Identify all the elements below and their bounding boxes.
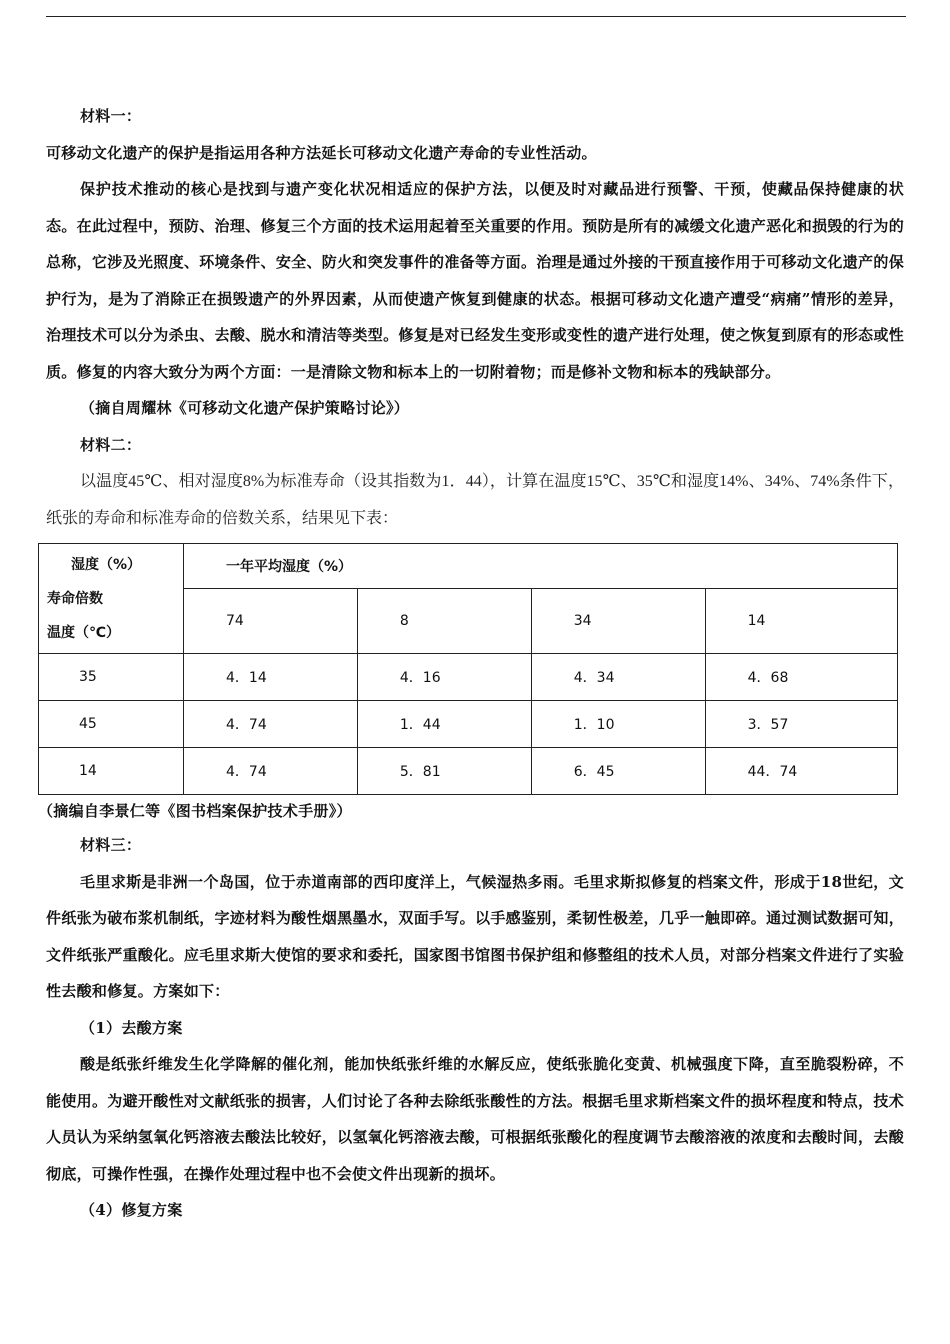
material1-title: 材料一： xyxy=(80,107,142,125)
table-row xyxy=(39,701,898,748)
table-cell: 4．68 xyxy=(705,654,897,701)
table-cell: 3．57 xyxy=(705,701,897,748)
table-cell: 4．16 xyxy=(357,654,531,701)
table-cell: 44．74 xyxy=(705,748,897,795)
table-row-header: 35 xyxy=(39,654,184,701)
table-cell: 4．74 xyxy=(184,701,358,748)
table-cell: 5．81 xyxy=(357,748,531,795)
material2-source: （摘编自李景仁等《图书档案保护技术手册》） xyxy=(38,802,352,820)
corner-temperature-label: 温度（℃） xyxy=(47,624,120,641)
table-row xyxy=(39,654,898,701)
table-cell: 6．45 xyxy=(531,748,705,795)
table-row xyxy=(39,748,898,795)
document-body xyxy=(38,98,904,1229)
material3-paragraph-2: 酸是纸张纤维发生化学降解的催化剂，能加快纸张纤维的水解反应，使纸张脆化变黄、机械强度下降，直至脆裂粉碎，不能使用。为避开酸性对文献纸张的损害，人们讨论了各种去除纸张酸性的方法。根据毛里求斯档案文件的损坏程度和特点，技术人员认为采纳氢氧化钙溶液去酸法比较好，以氢氧化钙溶液去酸，可根据纸张酸化的程度调节去酸溶液的浓度和去酸时间，去酸彻底，可操作性强，在操作处理过程中也不会使文件出现新的损坏。 xyxy=(46,1055,904,1183)
table-row-header: 45 xyxy=(39,701,184,748)
material3-title: 材料三： xyxy=(80,836,142,854)
top-rule xyxy=(46,16,906,17)
table-cell: 1．10 xyxy=(531,701,705,748)
material3-heading-repair: （4）修复方案 xyxy=(80,1201,183,1219)
material2-title: 材料二： xyxy=(80,435,142,454)
material1-paragraph-2: 保护技术推动的核心是找到与遗产变化状况相适应的保护方法，以便及时对藏品进行预警、干预，使藏品保持健康的状态。在此过程中，预防、治理、修复三个方面的技术运用起着至关重要的作用。预防是所有的减缓文化遗产恶化和损毁的行为的总称，它涉及光照度、环境条件、安全、防火和突发事件的准备等方面。治理是通过外接的干预直接作用于可移动文化遗产的保护行为，是为了消除正在损毁遗产的外界因素，从而使遗产恢复到健康的状态。根据可移动文化遗产遭受“病痛”情形的差异，治理技术可以分为杀虫、去酸、脱水和清洁等类型。修复是对已经发生变形或变性的遗产进行处理，使之恢复到原有的形态或性质。修复的内容大致分为两个方面：一是清除文物和标本上的一切附着物；而是修补文物和标本的残缺部分。 xyxy=(46,180,904,381)
table-corner-cell xyxy=(39,544,184,654)
table-cell: 4．74 xyxy=(184,748,358,795)
corner-lifespan-label: 寿命倍数 xyxy=(47,590,103,607)
table-column-header: 34 xyxy=(531,589,705,654)
material1-paragraph-1: 可移动文化遗产的保护是指运用各种方法延长可移动文化遗产寿命的专业性活动。 xyxy=(46,143,597,162)
lifespan-table xyxy=(38,543,898,795)
table-cell: 4．14 xyxy=(184,654,358,701)
table-header-row xyxy=(39,544,898,589)
material1-source: （摘自周耀林《可移动文化遗产保护策略讨论》） xyxy=(80,399,410,417)
table-cell: 1．44 xyxy=(357,701,531,748)
table-span-header: 一年平均湿度（%） xyxy=(184,544,898,589)
table-row-header: 14 xyxy=(39,748,184,795)
material2-paragraph-1: 以温度45℃、相对湿度8%为标准寿命（设其指数为1．44），计算在温度15℃、35℃和湿度14%、34%、74%条件下，纸张的寿命和标准寿命的倍数关系，结果见下表： xyxy=(46,473,904,527)
material3-paragraph-1: 毛里求斯是非洲一个岛国，位于赤道南部的西印度洋上，气候湿热多雨。毛里求斯拟修复的档案文件，形成于18世纪，文件纸张为破布浆机制纸，字迹材料为酸性烟黑墨水，双面手写。以手感鉴别，柔韧性极差，几乎一触即碎。通过测试数据可知，文件纸张严重酸化。应毛里求斯大使馆的要求和委托，国家图书馆图书保护组和修整组的技术人员，对部分档案文件进行了实验性去酸和修复。方案如下： xyxy=(46,872,904,1000)
table-cell: 4．34 xyxy=(531,654,705,701)
table-column-header: 8 xyxy=(357,589,531,654)
material3-heading-deacid: （1）去酸方案 xyxy=(80,1018,183,1037)
table-column-header: 14 xyxy=(705,589,897,654)
table-column-header: 74 xyxy=(184,589,358,654)
corner-humidity-label: 湿度（%） xyxy=(71,556,142,573)
